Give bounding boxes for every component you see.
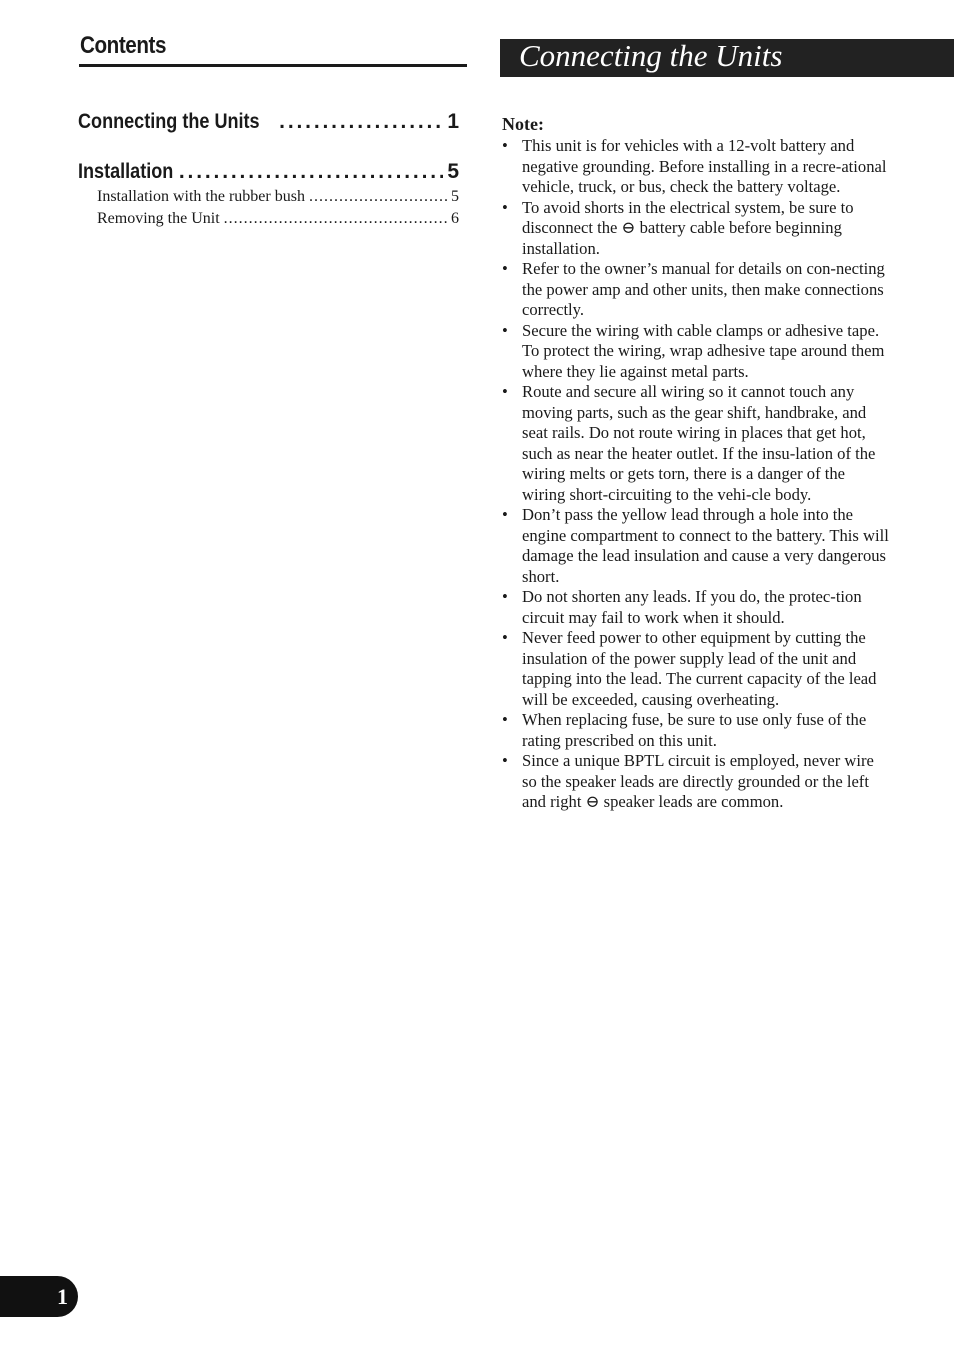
toc-entry-label: Installation xyxy=(78,160,174,183)
table-of-contents xyxy=(78,110,459,232)
toc-leader xyxy=(279,110,443,134)
toc-subentry-rubber-bush[interactable] xyxy=(78,188,459,210)
toc-entry-page: 1 xyxy=(447,110,459,133)
bullet-icon: • xyxy=(502,197,508,217)
bullet-icon: • xyxy=(502,320,508,340)
toc-entry-connecting[interactable] xyxy=(78,110,459,160)
toc-subentry-page: 5 xyxy=(451,188,459,205)
bullet-icon: • xyxy=(502,382,508,401)
contents-divider xyxy=(79,64,467,67)
notes-list xyxy=(502,136,892,813)
toc-subentry-page: 6 xyxy=(451,210,459,227)
list-item: • Route and secure all wiring so it cannot touch any moving parts, such as the gear shift, handbrake, and seat rails. Do not route wiring in places that get hot, such as near the heater outlet. If the insu-lation of the wiring melts or gets torn, there is a danger of the wiring short-circuiting to the vehi-cle body. xyxy=(502,382,876,504)
page-number: 1 xyxy=(57,1284,68,1309)
bullet-icon: • xyxy=(502,587,508,606)
toc-subentry-label: Removing the Unit xyxy=(97,210,220,227)
minus-symbol-icon: ⊖ xyxy=(621,218,636,237)
list-item: • Never feed power to other equipment by cutting the insulation of the power supply lead of the unit and tapping into the lead. The current capacity of the lead will be exceeded, causing overheating. xyxy=(502,628,877,709)
list-item: • When replacing fuse, be sure to use only fuse of the rating prescribed on this unit. xyxy=(502,710,867,750)
section-title: Connecting the Units xyxy=(519,38,783,73)
toc-entry-installation[interactable] xyxy=(78,160,459,188)
bullet-icon: • xyxy=(502,751,508,770)
contents-title: Contents xyxy=(80,32,166,59)
toc-subentry-label: Installation with the rubber bush xyxy=(97,188,305,205)
bullet-icon: • xyxy=(502,505,508,524)
toc-entry-page: 5 xyxy=(447,160,459,183)
list-item: • To avoid shorts in the electrical system, be sure to disconnect the ⊖ battery cable before beginning installation. xyxy=(502,197,854,258)
bullet-icon: • xyxy=(502,259,508,278)
section-header-banner xyxy=(500,39,954,77)
toc-subentry-removing[interactable] xyxy=(78,210,459,232)
list-item: • Refer to the owner’s manual for details on con-necting the power amp and other units, then make connections correctly. xyxy=(502,259,885,319)
bullet-icon: • xyxy=(502,710,508,729)
toc-leader xyxy=(309,188,447,206)
toc-entry-label: Connecting the Units xyxy=(78,110,260,133)
minus-symbol-icon: ⊖ xyxy=(585,792,600,811)
list-item: • Since a unique BPTL circuit is employed, never wire so the speaker leads are directly grounded or the left and right ⊖ speaker leads are common. xyxy=(502,751,874,811)
toc-leader xyxy=(224,210,447,228)
list-item: • Do not shorten any leads. If you do, the protec-tion circuit may fail to work when it should. xyxy=(502,587,862,627)
bullet-icon: • xyxy=(502,628,508,647)
bullet-icon: • xyxy=(502,136,508,155)
list-item: • Secure the wiring with cable clamps or adhesive tape. To protect the wiring, wrap adhesive tape around them where they lie against metal parts. xyxy=(502,320,885,381)
list-item: • This unit is for vehicles with a 12-volt battery and negative grounding. Before installing in a recre-ational vehicle, truck, or bus, check the battery voltage. xyxy=(502,136,887,196)
toc-leader xyxy=(179,160,443,184)
page-number-tab xyxy=(0,1276,78,1317)
note-heading: Note: xyxy=(502,114,544,134)
list-item: • Don’t pass the yellow lead through a hole into the engine compartment to connect to the battery. This will damage the lead insulation and cause a very dangerous short. xyxy=(502,505,889,586)
